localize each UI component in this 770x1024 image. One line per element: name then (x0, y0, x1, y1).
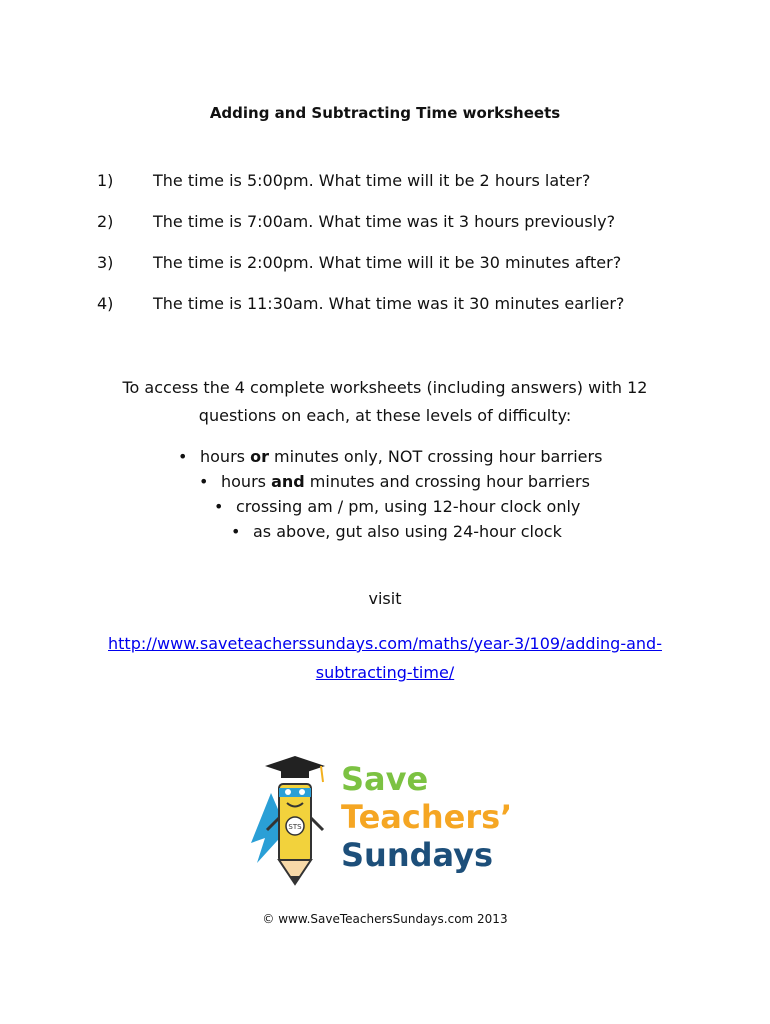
visit-label: visit (368, 589, 402, 608)
logo-word-save: Save (341, 760, 429, 798)
question-3 (97, 253, 621, 272)
logo-word-sundays: Sundays (341, 836, 494, 874)
difficulty-bullet-4: • as above, gut also using 24-hour clock (231, 522, 562, 541)
bullet-dot: • (178, 447, 188, 466)
question-number: 4) (97, 294, 114, 313)
bullet-dot: • (214, 497, 224, 516)
save-teachers-sundays-logo (243, 748, 513, 888)
question-2 (97, 212, 615, 231)
question-text: The time is 7:00am. What time was it 3 hours previously? (153, 212, 616, 231)
question-number: 3) (97, 253, 114, 272)
difficulty-bullet-2: • hours and minutes and crossing hour barriers (199, 472, 590, 491)
difficulty-bullet-1: • hours or minutes only, NOT crossing hour barriers (178, 447, 603, 466)
question-4 (97, 294, 624, 313)
question-number: 2) (97, 212, 114, 231)
question-text: The time is 11:30am. What time was it 30 minutes earlier? (153, 294, 625, 313)
copyright-notice: © www.SaveTeachersSundays.com 2013 (262, 912, 508, 926)
worksheet-link[interactable]: http://www.saveteacherssundays.com/maths/year-3/109/adding-and- subtracting-time/ (108, 634, 662, 682)
logo-word-teachers: Teachers’ (341, 798, 513, 836)
svg-text:STS: STS (288, 823, 302, 831)
question-text: The time is 5:00pm. What time will it be 2 hours later? (153, 171, 591, 190)
bullet-dot: • (199, 472, 209, 491)
question-text: The time is 2:00pm. What time will it be 30 minutes after? (153, 253, 622, 272)
difficulty-bullet-3: • crossing am / pm, using 12-hour clock only (214, 497, 581, 516)
question-1 (97, 171, 590, 190)
bullet-dot: • (231, 522, 241, 541)
page-title: Adding and Subtracting Time worksheets (209, 104, 561, 122)
access-intro: To access the 4 complete worksheets (including answers) with 12 questions on each, at these levels of difficulty: (122, 378, 648, 425)
question-number: 1) (97, 171, 114, 190)
